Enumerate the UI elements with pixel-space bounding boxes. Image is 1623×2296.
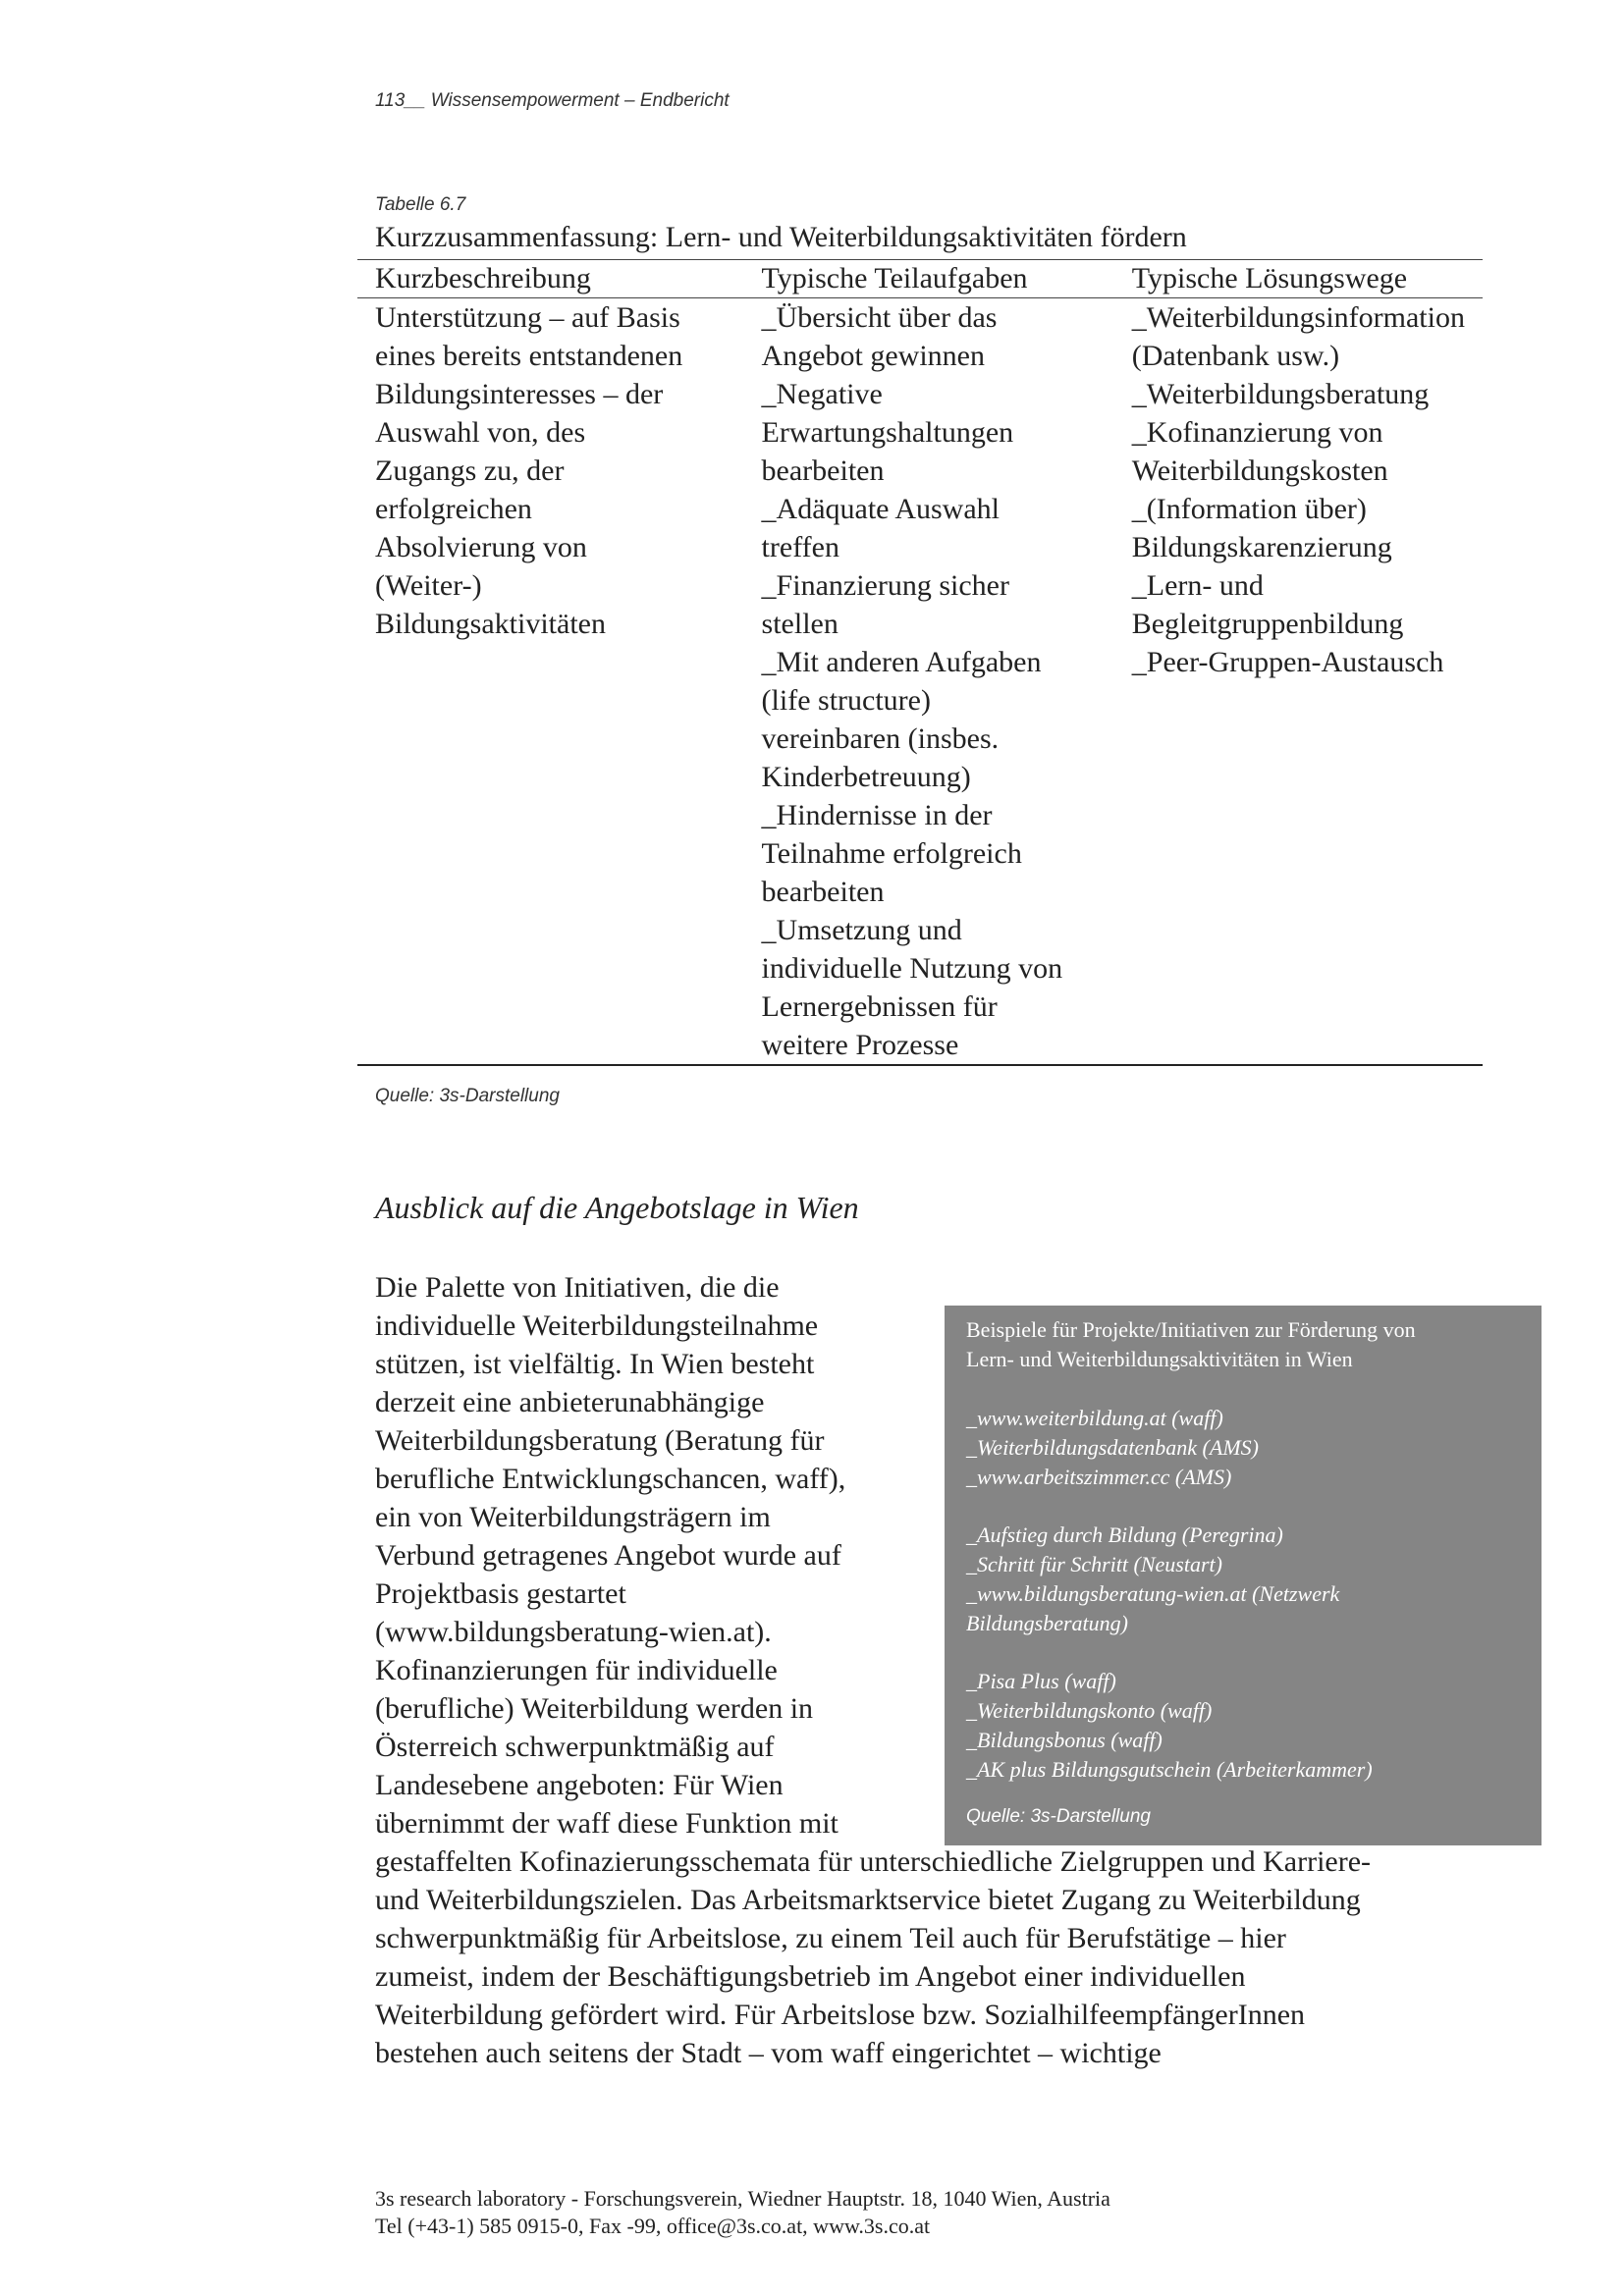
body-line: (www.bildungsberatung-wien.at). — [375, 1616, 772, 1648]
info-box-title — [966, 1315, 1416, 1374]
body-line: und Weiterbildungszielen. Das Arbeitsmarktservice bietet Zugang zu Weiterbildung — [375, 1884, 1361, 1916]
table-header-row — [357, 260, 1483, 298]
info-box — [945, 1306, 1542, 1845]
cell-kurzbeschreibung — [357, 298, 744, 1066]
body-line: Weiterbildungsberatung (Beratung für — [375, 1424, 825, 1457]
body-line: Die Palette von Initiativen, die die — [375, 1271, 780, 1304]
body-line: Österreich schwerpunktmäßig auf — [375, 1731, 775, 1763]
info-box-item: _Aufstieg durch Bildung (Peregrina) — [966, 1522, 1283, 1547]
body-line: berufliche Entwicklungschancen, waff), — [375, 1463, 846, 1495]
body-line: ein von Weiterbildungsträgern im — [375, 1501, 771, 1533]
cell-line: individuelle Nutzung von — [761, 952, 1063, 985]
cell-line: Bildungsaktivitäten — [375, 608, 606, 640]
cell-line: erfolgreichen — [375, 493, 532, 525]
body-line: schwerpunktmäßig für Arbeitslose, zu einem Teil auch für Berufstätige – hier — [375, 1922, 1286, 1954]
cell-loesungswege — [1114, 298, 1483, 1066]
cell-line: bearbeiten — [761, 876, 885, 908]
cell-line: (Weiter-) — [375, 569, 482, 602]
cell-line: Unterstützung – auf Basis — [375, 301, 680, 334]
body-line: bestehen auch seitens der Stadt – vom waff eingerichtet – wichtige — [375, 2037, 1162, 2069]
cell-line: Bildungskarenzierung — [1131, 531, 1392, 563]
cell-teilaufgaben — [744, 298, 1114, 1066]
info-box-item: Bildungsberatung) — [966, 1611, 1128, 1635]
cell-line: Angebot gewinnen — [761, 340, 985, 372]
info-box-item: _Bildungsbonus (waff) — [966, 1728, 1163, 1752]
body-line: Landesebene angeboten: Für Wien — [375, 1769, 784, 1801]
cell-line: stellen — [761, 608, 839, 640]
cell-line: _Kofinanzierung von — [1131, 416, 1383, 449]
cell-line: Kinderbetreuung) — [761, 761, 971, 793]
cell-line: _Mit anderen Aufgaben — [761, 646, 1042, 678]
cell-line: Weiterbildungskosten — [1131, 454, 1388, 487]
cell-line: Zugangs zu, der — [375, 454, 565, 487]
cell-line: (life structure) — [761, 684, 931, 717]
body-line: stützen, ist vielfältig. In Wien besteht — [375, 1348, 815, 1380]
column-header-kurzbeschreibung: Kurzbeschreibung — [357, 260, 744, 298]
footer-address: 3s research laboratory - Forschungsverein, Wiedner Hauptstr. 18, 1040 Wien, Austria — [375, 2186, 1110, 2211]
cell-line: _Hindernisse in der — [761, 799, 993, 831]
cell-line: Lernergebnissen für — [761, 990, 998, 1023]
table-label: Tabelle 6.7 — [375, 194, 466, 215]
cell-line: Absolvierung von — [375, 531, 587, 563]
info-box-item: _www.weiterbildung.at (waff) — [966, 1406, 1223, 1430]
cell-line: _Weiterbildungsberatung — [1131, 378, 1430, 410]
cell-line: _Adäquate Auswahl — [761, 493, 1000, 525]
body-line: gestaffelten Kofinazierungsschemata für unterschiedliche Zielgruppen und Karriere- — [375, 1845, 1372, 1878]
body-line: Weiterbildung gefördert wird. Für Arbeitslose bzw. SozialhilfeempfängerInnen — [375, 1999, 1306, 2031]
table-source: Quelle: 3s-Darstellung — [375, 1086, 560, 1106]
cell-line: Teilnahme erfolgreich — [761, 837, 1022, 870]
summary-table — [357, 259, 1483, 1066]
cell-line: Erwartungshaltungen — [761, 416, 1014, 449]
cell-line: _Weiterbildungsinformation — [1131, 301, 1465, 334]
cell-line: bearbeiten — [761, 454, 885, 487]
info-box-title-line: Lern- und Weiterbildungsaktivitäten in Wien — [966, 1347, 1353, 1371]
info-box-item: _www.bildungsberatung-wien.at (Netzwerk — [966, 1581, 1340, 1606]
body-line: individuelle Weiterbildungsteilnahme — [375, 1309, 819, 1342]
cell-line: vereinbaren (insbes. — [761, 722, 1000, 755]
cell-line: _(Information über) — [1131, 493, 1367, 525]
cell-line: _Finanzierung sicher — [761, 569, 1009, 602]
cell-line: Begleitgruppenbildung — [1131, 608, 1404, 640]
cell-line: weitere Prozesse — [761, 1029, 959, 1061]
info-box-source: Quelle: 3s-Darstellung — [966, 1806, 1151, 1827]
body-line: Verbund getragenes Angebot wurde auf — [375, 1539, 841, 1572]
cell-line: _Übersicht über das — [761, 301, 998, 334]
cell-line: (Datenbank usw.) — [1131, 340, 1340, 372]
running-header: 113__ Wissensempowerment – Endbericht — [375, 90, 730, 111]
info-box-item: _Pisa Plus (waff) — [966, 1669, 1116, 1693]
info-box-item: _Weiterbildungskonto (waff) — [966, 1698, 1213, 1723]
info-box-item: _Weiterbildungsdatenbank (AMS) — [966, 1435, 1259, 1460]
cell-line: _Lern- und — [1131, 569, 1264, 602]
cell-line: _Peer-Gruppen-Austausch — [1131, 646, 1444, 678]
info-box-title-line: Beispiele für Projekte/Initiativen zur Förderung von — [966, 1317, 1416, 1342]
table-title: Kurzzusammenfassung: Lern- und Weiterbildungsaktivitäten fördern — [375, 221, 1187, 253]
info-box-item: _www.arbeitszimmer.cc (AMS) — [966, 1465, 1232, 1489]
body-line: Projektbasis gestartet — [375, 1577, 626, 1610]
info-box-item: _AK plus Bildungsgutschein (Arbeiterkammer) — [966, 1757, 1373, 1782]
table-row — [357, 298, 1483, 1066]
body-line: Kofinanzierungen für individuelle — [375, 1654, 778, 1686]
section-heading: Ausblick auf die Angebotslage in Wien — [375, 1190, 859, 1225]
body-line: (berufliche) Weiterbildung werden in — [375, 1692, 814, 1725]
body-line: derzeit eine anbieterunabhängige — [375, 1386, 765, 1418]
footer-contact: Tel (+43-1) 585 0915-0, Fax -99, office@3s.co.at, www.3s.co.at — [375, 2214, 931, 2238]
cell-line: _Negative — [761, 378, 883, 410]
cell-line: treffen — [761, 531, 839, 563]
body-line: übernimmt der waff diese Funktion mit — [375, 1807, 839, 1840]
body-line: zumeist, indem der Beschäftigungsbetrieb im Angebot einer individuellen — [375, 1960, 1246, 1993]
cell-line: Bildungsinteresses – der — [375, 378, 664, 410]
cell-line: _Umsetzung und — [761, 914, 962, 946]
column-header-teilaufgaben: Typische Teilaufgaben — [744, 260, 1114, 298]
info-box-item: _Schritt für Schritt (Neustart) — [966, 1552, 1222, 1576]
cell-line: eines bereits entstandenen — [375, 340, 683, 372]
column-header-loesungswege: Typische Lösungswege — [1114, 260, 1483, 298]
cell-line: Auswahl von, des — [375, 416, 586, 449]
